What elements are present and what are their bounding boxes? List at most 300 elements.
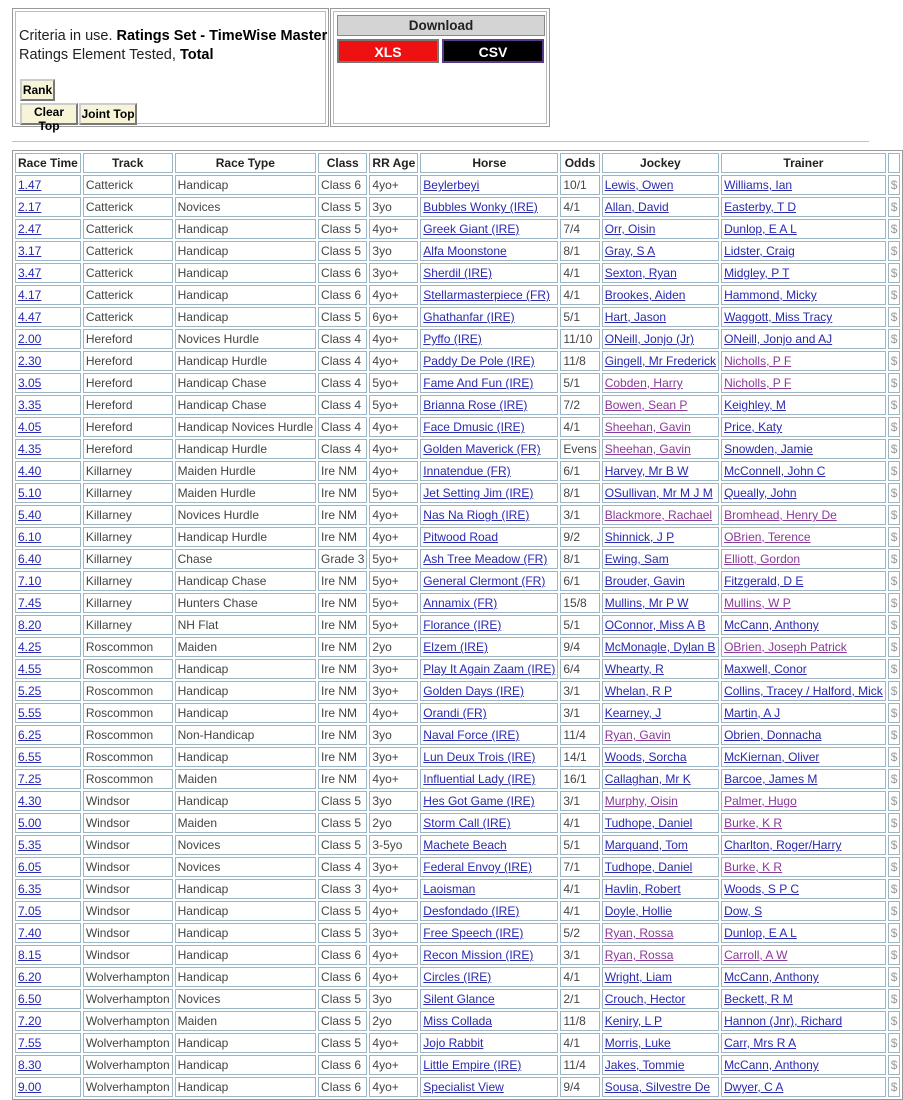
trainer-link[interactable]: Easterby, T D xyxy=(724,200,797,214)
table-row xyxy=(15,329,900,349)
cell-horse xyxy=(420,219,558,239)
trainer-link[interactable]: Beckett, R M xyxy=(724,992,793,1006)
trainer-link[interactable]: Nicholls, P F xyxy=(724,354,792,368)
cell-truncated: $ xyxy=(888,593,901,613)
jockey-link[interactable]: Brouder, Gavin xyxy=(604,574,685,588)
horse-link[interactable]: Specialist View xyxy=(423,1080,504,1094)
horse-link[interactable]: General Clermont (FR) xyxy=(423,574,546,588)
race-time-link[interactable]: 2.17 xyxy=(18,200,42,214)
trainer-link[interactable]: McKiernan, Oliver xyxy=(724,750,820,764)
cell-trainer xyxy=(721,593,886,613)
jockey-link[interactable]: Sousa, Silvestre De xyxy=(604,1080,711,1094)
cell-race-type: Non-Handicap xyxy=(175,725,316,745)
jockey-link[interactable]: Sexton, Ryan xyxy=(604,266,677,280)
cell-class: Class 6 xyxy=(318,945,367,965)
cell-trainer xyxy=(721,703,886,723)
horse-link[interactable]: Alfa Moonstone xyxy=(423,244,507,258)
horse-link[interactable]: Face Dmusic (IRE) xyxy=(423,420,525,434)
cell-race-time xyxy=(15,461,81,481)
rank-button[interactable]: Rank xyxy=(20,79,55,101)
race-time-link[interactable]: 5.00 xyxy=(18,816,42,830)
jockey-link[interactable]: Whelan, R P xyxy=(604,684,673,698)
jockey-link[interactable]: Brookes, Aiden xyxy=(604,288,686,302)
trainer-link[interactable]: Collins, Tracey / Halford, Mick xyxy=(724,684,883,698)
horse-link[interactable]: Pyffo (IRE) xyxy=(423,332,482,346)
horse-link[interactable]: Federal Envoy (IRE) xyxy=(423,860,532,874)
jockey-link[interactable]: Bowen, Sean P xyxy=(604,398,688,412)
horse-link[interactable]: Influential Lady (IRE) xyxy=(423,772,536,786)
jockey-link[interactable]: Orr, Oisin xyxy=(604,222,656,236)
trainer-link[interactable]: Carr, Mrs R A xyxy=(724,1036,797,1050)
cell-rr-age: 4yo+ xyxy=(369,901,418,921)
race-time-link[interactable]: 5.10 xyxy=(18,486,42,500)
cell-jockey xyxy=(602,373,719,393)
trainer-link[interactable]: Lidster, Craig xyxy=(724,244,795,258)
trainer-link[interactable]: Waggott, Miss Tracy xyxy=(724,310,833,324)
jockey-link[interactable]: Morris, Luke xyxy=(604,1036,671,1050)
race-time-link[interactable]: 4.25 xyxy=(18,640,42,654)
cell-track: Wolverhampton xyxy=(83,989,173,1009)
cell-trainer xyxy=(721,219,886,239)
col-race-type[interactable]: Race Type xyxy=(175,153,316,173)
cell-rr-age: 5yo+ xyxy=(369,483,418,503)
cell-race-type: Handicap xyxy=(175,945,316,965)
trainer-link[interactable]: Burke, K R xyxy=(724,860,783,874)
horse-link[interactable]: Naval Force (IRE) xyxy=(423,728,520,742)
jockey-link[interactable]: Havlin, Robert xyxy=(604,882,681,896)
jockey-link[interactable]: Marquand, Tom xyxy=(604,838,688,852)
cell-jockey xyxy=(602,175,719,195)
horse-link[interactable]: Play It Again Zaam (IRE) xyxy=(423,662,556,676)
trainer-link[interactable]: McCann, Anthony xyxy=(724,618,819,632)
race-time-link[interactable]: 4.47 xyxy=(18,310,42,324)
cell-trainer xyxy=(721,351,886,371)
jockey-link[interactable]: ONeill, Jonjo (Jr) xyxy=(604,332,695,346)
cell-jockey xyxy=(602,615,719,635)
cell-race-type: Handicap Chase xyxy=(175,373,316,393)
trainer-link[interactable]: Fitzgerald, D E xyxy=(724,574,804,588)
cell-horse xyxy=(420,175,558,195)
trainer-link[interactable]: Bromhead, Henry De xyxy=(724,508,837,522)
cell-rr-age: 3yo xyxy=(369,725,418,745)
cell-race-type: Handicap xyxy=(175,659,316,679)
table-row xyxy=(15,219,900,239)
trainer-link[interactable]: Snowden, Jamie xyxy=(724,442,813,456)
race-time-link[interactable]: 5.55 xyxy=(18,706,42,720)
jockey-link[interactable]: Cobden, Harry xyxy=(604,376,683,390)
col-jockey[interactable]: Jockey xyxy=(602,153,719,173)
cell-odds: 5/2 xyxy=(560,923,599,943)
horse-link[interactable]: Golden Days (IRE) xyxy=(423,684,524,698)
horse-link[interactable]: Elzem (IRE) xyxy=(423,640,488,654)
cell-horse xyxy=(420,637,558,657)
cell-odds: 11/10 xyxy=(560,329,599,349)
jockey-link[interactable]: Shinnick, J P xyxy=(604,530,675,544)
cell-rr-age: 4yo+ xyxy=(369,351,418,371)
horse-link[interactable]: Innatendue (FR) xyxy=(423,464,511,478)
race-time-link[interactable]: 7.55 xyxy=(18,1036,42,1050)
cell-class: Class 5 xyxy=(318,1033,367,1053)
cell-race-time xyxy=(15,175,81,195)
table-row xyxy=(15,747,900,767)
jockey-link[interactable]: Ryan, Gavin xyxy=(604,728,671,742)
trainer-link[interactable]: Dunlop, E A L xyxy=(724,222,797,236)
horse-link[interactable]: Beylerbeyi xyxy=(423,178,480,192)
jockey-link[interactable]: Crouch, Hector xyxy=(604,992,686,1006)
cell-rr-age: 4yo+ xyxy=(369,219,418,239)
jockey-link[interactable]: OConnor, Miss A B xyxy=(604,618,706,632)
trainer-link[interactable]: Dow, S xyxy=(724,904,763,918)
trainer-link[interactable]: Woods, S P C xyxy=(724,882,799,896)
table-row xyxy=(15,901,900,921)
jockey-link[interactable]: Gray, S A xyxy=(604,244,656,258)
col-truncated xyxy=(888,153,901,173)
trainer-link[interactable]: Obrien, Donnacha xyxy=(724,728,822,742)
cell-class: Class 5 xyxy=(318,241,367,261)
col-horse[interactable]: Horse xyxy=(420,153,558,173)
cell-truncated: $ xyxy=(888,1011,901,1031)
cell-race-type: Handicap xyxy=(175,681,316,701)
table-row xyxy=(15,681,900,701)
race-time-link[interactable]: 4.55 xyxy=(18,662,42,676)
trainer-link[interactable]: Burke, K R xyxy=(724,816,783,830)
cell-class: Class 6 xyxy=(318,1077,367,1097)
cell-race-time xyxy=(15,615,81,635)
table-row xyxy=(15,527,900,547)
race-time-link[interactable]: 3.05 xyxy=(18,376,42,390)
race-time-link[interactable]: 7.45 xyxy=(18,596,42,610)
jockey-link[interactable]: Hart, Jason xyxy=(604,310,667,324)
jockey-link[interactable]: Woods, Sorcha xyxy=(604,750,687,764)
race-time-link[interactable]: 6.40 xyxy=(18,552,42,566)
horse-link[interactable]: Machete Beach xyxy=(423,838,507,852)
cell-horse xyxy=(420,1055,558,1075)
trainer-link[interactable]: Keighley, M xyxy=(724,398,786,412)
cell-jockey xyxy=(602,769,719,789)
trainer-link[interactable]: Barcoe, James M xyxy=(724,772,818,786)
horse-link[interactable]: Florance (IRE) xyxy=(423,618,502,632)
table-row xyxy=(15,703,900,723)
horse-link[interactable]: Jet Setting Jim (IRE) xyxy=(423,486,534,500)
trainer-link[interactable]: OBrien, Terence xyxy=(724,530,811,544)
cell-race-type: Handicap Chase xyxy=(175,395,316,415)
horse-link[interactable]: Desfondado (IRE) xyxy=(423,904,520,918)
cell-track: Roscommon xyxy=(83,769,173,789)
race-time-link[interactable]: 2.30 xyxy=(18,354,42,368)
jockey-link[interactable]: McMonagle, Dylan B xyxy=(604,640,716,654)
cell-jockey xyxy=(602,1011,719,1031)
cell-race-time xyxy=(15,989,81,1009)
jockey-link[interactable]: Doyle, Hollie xyxy=(604,904,673,918)
cell-rr-age: 3yo+ xyxy=(369,747,418,767)
horse-link[interactable]: Greek Giant (IRE) xyxy=(423,222,520,236)
cell-rr-age: 4yo+ xyxy=(369,505,418,525)
trainer-link[interactable]: Williams, Ian xyxy=(724,178,793,192)
jockey-link[interactable]: Tudhope, Daniel xyxy=(604,860,693,874)
cell-race-time xyxy=(15,307,81,327)
horse-link[interactable]: Pitwood Road xyxy=(423,530,499,544)
cell-horse xyxy=(420,989,558,1009)
jockey-link[interactable]: Kearney, J xyxy=(604,706,662,720)
trainer-link[interactable]: Nicholls, P F xyxy=(724,376,792,390)
race-time-link[interactable]: 3.17 xyxy=(18,244,42,258)
horse-link[interactable]: Golden Maverick (FR) xyxy=(423,442,541,456)
horse-link[interactable]: Lun Deux Trois (IRE) xyxy=(423,750,536,764)
race-time-link[interactable]: 6.55 xyxy=(18,750,42,764)
cell-rr-age: 4yo+ xyxy=(369,769,418,789)
jockey-link[interactable]: Sheehan, Gavin xyxy=(604,420,691,434)
jockey-link[interactable]: Blackmore, Rachael xyxy=(604,508,713,522)
race-time-link[interactable]: 8.20 xyxy=(18,618,42,632)
col-odds[interactable]: Odds xyxy=(560,153,599,173)
cell-class: Ire NM xyxy=(318,505,367,525)
horse-link[interactable]: Brianna Rose (IRE) xyxy=(423,398,528,412)
cell-race-type: Handicap Hurdle xyxy=(175,351,316,371)
race-time-link[interactable]: 7.40 xyxy=(18,926,42,940)
cell-race-time xyxy=(15,373,81,393)
horse-link[interactable]: Circles (IRE) xyxy=(423,970,492,984)
cell-trainer xyxy=(721,1011,886,1031)
trainer-link[interactable]: Dunlop, E A L xyxy=(724,926,797,940)
col-track[interactable]: Track xyxy=(83,153,173,173)
race-time-link[interactable]: 7.25 xyxy=(18,772,42,786)
trainer-link[interactable]: Palmer, Hugo xyxy=(724,794,797,808)
col-class[interactable]: Class xyxy=(318,153,367,173)
table-row xyxy=(15,725,900,745)
xls-download-button[interactable]: XLS xyxy=(337,39,439,63)
race-time-link[interactable]: 6.20 xyxy=(18,970,42,984)
race-time-link[interactable]: 6.50 xyxy=(18,992,42,1006)
cell-race-type: Maiden Hurdle xyxy=(175,461,316,481)
jockey-link[interactable]: Allan, David xyxy=(604,200,669,214)
cell-race-time xyxy=(15,285,81,305)
horse-link[interactable]: Orandi (FR) xyxy=(423,706,487,720)
trainer-link[interactable]: Hannon (Jnr), Richard xyxy=(724,1014,843,1028)
col-rr-age[interactable]: RR Age xyxy=(369,153,418,173)
table-body xyxy=(15,175,900,1097)
cell-odds: 16/1 xyxy=(560,769,599,789)
table-row xyxy=(15,989,900,1009)
cell-class: Ire NM xyxy=(318,527,367,547)
race-time-link[interactable]: 6.35 xyxy=(18,882,42,896)
cell-odds: 4/1 xyxy=(560,285,599,305)
cell-horse xyxy=(420,439,558,459)
horse-link[interactable]: Storm Call (IRE) xyxy=(423,816,511,830)
race-time-link[interactable]: 4.40 xyxy=(18,464,42,478)
race-time-link[interactable]: 6.10 xyxy=(18,530,42,544)
cell-horse xyxy=(420,483,558,503)
cell-jockey xyxy=(602,505,719,525)
cell-trainer xyxy=(721,329,886,349)
race-time-link[interactable]: 9.00 xyxy=(18,1080,42,1094)
col-race-time[interactable]: Race Time xyxy=(15,153,81,173)
cell-class: Class 6 xyxy=(318,967,367,987)
horse-link[interactable]: Hes Got Game (IRE) xyxy=(423,794,535,808)
race-time-link[interactable]: 6.05 xyxy=(18,860,42,874)
cell-class: Class 4 xyxy=(318,329,367,349)
jockey-link[interactable]: OSullivan, Mr M J M xyxy=(604,486,713,500)
cell-track: Windsor xyxy=(83,835,173,855)
horse-link[interactable]: Sherdil (IRE) xyxy=(423,266,492,280)
cell-odds: 3/1 xyxy=(560,703,599,723)
cell-truncated: $ xyxy=(888,417,901,437)
trainer-link[interactable]: Dwyer, C A xyxy=(724,1080,784,1094)
cell-rr-age: 4yo+ xyxy=(369,329,418,349)
horse-link[interactable]: Bubbles Wonky (IRE) xyxy=(423,200,538,214)
cell-odds: 6/1 xyxy=(560,461,599,481)
trainer-link[interactable]: McConnell, John C xyxy=(724,464,826,478)
jockey-link[interactable]: Sheehan, Gavin xyxy=(604,442,691,456)
cell-race-type: Maiden xyxy=(175,1011,316,1031)
cell-horse xyxy=(420,835,558,855)
race-time-link[interactable]: 5.40 xyxy=(18,508,42,522)
jockey-link[interactable]: Murphy, Oisin xyxy=(604,794,678,808)
cell-odds: 9/2 xyxy=(560,527,599,547)
cell-class: Class 4 xyxy=(318,351,367,371)
cell-truncated: $ xyxy=(888,527,901,547)
cell-truncated: $ xyxy=(888,637,901,657)
clear-top-button[interactable]: Clear Top xyxy=(20,103,78,125)
cell-jockey xyxy=(602,637,719,657)
table-row xyxy=(15,637,900,657)
race-time-link[interactable]: 8.30 xyxy=(18,1058,42,1072)
horse-link[interactable]: Ghathanfar (IRE) xyxy=(423,310,515,324)
horse-link[interactable]: Ash Tree Meadow (FR) xyxy=(423,552,548,566)
cell-trainer xyxy=(721,417,886,437)
race-time-link[interactable]: 8.15 xyxy=(18,948,42,962)
trainer-link[interactable]: Midgley, P T xyxy=(724,266,790,280)
race-time-link[interactable]: 4.35 xyxy=(18,442,42,456)
jockey-link[interactable]: Ryan, Rossa xyxy=(604,948,674,962)
cell-trainer xyxy=(721,879,886,899)
cell-race-type: Maiden xyxy=(175,637,316,657)
trainer-link[interactable]: Charlton, Roger/Harry xyxy=(724,838,842,852)
trainer-link[interactable]: McCann, Anthony xyxy=(724,970,819,984)
horse-link[interactable]: Recon Mission (IRE) xyxy=(423,948,534,962)
criteria-prefix: Criteria in use. xyxy=(19,28,117,44)
horse-link[interactable]: Paddy De Pole (IRE) xyxy=(423,354,535,368)
cell-horse xyxy=(420,329,558,349)
cell-trainer xyxy=(721,659,886,679)
cell-odds: 4/1 xyxy=(560,813,599,833)
horse-link[interactable]: Little Empire (IRE) xyxy=(423,1058,522,1072)
trainer-link[interactable]: Mullins, W P xyxy=(724,596,791,610)
trainer-link[interactable]: Martin, A J xyxy=(724,706,781,720)
race-results-table xyxy=(12,150,903,1100)
race-time-link[interactable]: 7.20 xyxy=(18,1014,42,1028)
jockey-link[interactable]: Whearty, R xyxy=(604,662,664,676)
trainer-link[interactable]: Carroll, A W xyxy=(724,948,788,962)
cell-race-type: Novices Hurdle xyxy=(175,505,316,525)
jockey-link[interactable]: Lewis, Owen xyxy=(604,178,674,192)
cell-class: Class 4 xyxy=(318,857,367,877)
race-time-link[interactable]: 4.30 xyxy=(18,794,42,808)
cell-race-time xyxy=(15,351,81,371)
table-row xyxy=(15,967,900,987)
horse-link[interactable]: Free Speech (IRE) xyxy=(423,926,524,940)
jockey-link[interactable]: Keniry, L P xyxy=(604,1014,663,1028)
jockey-link[interactable]: Gingell, Mr Frederick xyxy=(604,354,717,368)
race-time-link[interactable]: 7.05 xyxy=(18,904,42,918)
cell-race-time xyxy=(15,747,81,767)
cell-rr-age: 2yo xyxy=(369,813,418,833)
joint-top-button[interactable]: Joint Top xyxy=(79,103,137,125)
race-time-link[interactable]: 3.47 xyxy=(18,266,42,280)
horse-link[interactable]: Silent Glance xyxy=(423,992,495,1006)
trainer-link[interactable]: Hammond, Micky xyxy=(724,288,817,302)
trainer-link[interactable]: Queally, John xyxy=(724,486,797,500)
cell-horse xyxy=(420,373,558,393)
race-time-link[interactable]: 4.17 xyxy=(18,288,42,302)
table-row xyxy=(15,373,900,393)
horse-link[interactable]: Jojo Rabbit xyxy=(423,1036,484,1050)
cell-race-type: Novices Hurdle xyxy=(175,329,316,349)
cell-track: Windsor xyxy=(83,945,173,965)
cell-race-type: Handicap xyxy=(175,1033,316,1053)
cell-horse xyxy=(420,1077,558,1097)
col-trainer[interactable]: Trainer xyxy=(721,153,886,173)
horse-link[interactable]: Fame And Fun (IRE) xyxy=(423,376,534,390)
jockey-link[interactable]: Harvey, Mr B W xyxy=(604,464,689,478)
cell-rr-age: 4yo+ xyxy=(369,417,418,437)
trainer-link[interactable]: McCann, Anthony xyxy=(724,1058,819,1072)
csv-download-button[interactable]: CSV xyxy=(442,39,544,63)
cell-odds: 11/4 xyxy=(560,725,599,745)
trainer-link[interactable]: Maxwell, Conor xyxy=(724,662,807,676)
jockey-link[interactable]: Mullins, Mr P W xyxy=(604,596,689,610)
table-row xyxy=(15,307,900,327)
race-time-link[interactable]: 2.00 xyxy=(18,332,42,346)
race-time-link[interactable]: 4.05 xyxy=(18,420,42,434)
cell-odds: 3/1 xyxy=(560,505,599,525)
jockey-link[interactable]: Ryan, Rossa xyxy=(604,926,674,940)
jockey-link[interactable]: Tudhope, Daniel xyxy=(604,816,693,830)
race-time-link[interactable]: 5.25 xyxy=(18,684,42,698)
horse-link[interactable]: Laoisman xyxy=(423,882,476,896)
cell-jockey xyxy=(602,857,719,877)
cell-class: Class 5 xyxy=(318,307,367,327)
trainer-link[interactable]: Price, Katy xyxy=(724,420,783,434)
horse-link[interactable]: Stellarmasterpiece (FR) xyxy=(423,288,550,302)
cell-track: Windsor xyxy=(83,901,173,921)
horse-link[interactable]: Annamix (FR) xyxy=(423,596,498,610)
race-time-link[interactable]: 1.47 xyxy=(18,178,42,192)
jockey-link[interactable]: Jakes, Tommie xyxy=(604,1058,685,1072)
jockey-link[interactable]: Callaghan, Mr K xyxy=(604,772,691,786)
cell-race-time xyxy=(15,791,81,811)
cell-race-time xyxy=(15,703,81,723)
cell-odds: 7/1 xyxy=(560,857,599,877)
trainer-link[interactable]: Elliott, Gordon xyxy=(724,552,801,566)
cell-class: Ire NM xyxy=(318,637,367,657)
cell-race-time xyxy=(15,681,81,701)
race-time-link[interactable]: 7.10 xyxy=(18,574,42,588)
jockey-link[interactable]: Wright, Liam xyxy=(604,970,672,984)
race-time-link[interactable]: 2.47 xyxy=(18,222,42,236)
trainer-link[interactable]: ONeill, Jonjo and AJ xyxy=(724,332,833,346)
cell-rr-age: 6yo+ xyxy=(369,307,418,327)
race-time-link[interactable]: 5.35 xyxy=(18,838,42,852)
horse-link[interactable]: Miss Collada xyxy=(423,1014,492,1028)
table-row xyxy=(15,461,900,481)
race-time-link[interactable]: 6.25 xyxy=(18,728,42,742)
cell-race-type: Handicap xyxy=(175,967,316,987)
cell-race-type: Maiden xyxy=(175,769,316,789)
trainer-link[interactable]: OBrien, Joseph Patrick xyxy=(724,640,847,654)
jockey-link[interactable]: Ewing, Sam xyxy=(604,552,669,566)
race-time-link[interactable]: 3.35 xyxy=(18,398,42,412)
horse-link[interactable]: Nas Na Riogh (IRE) xyxy=(423,508,530,522)
